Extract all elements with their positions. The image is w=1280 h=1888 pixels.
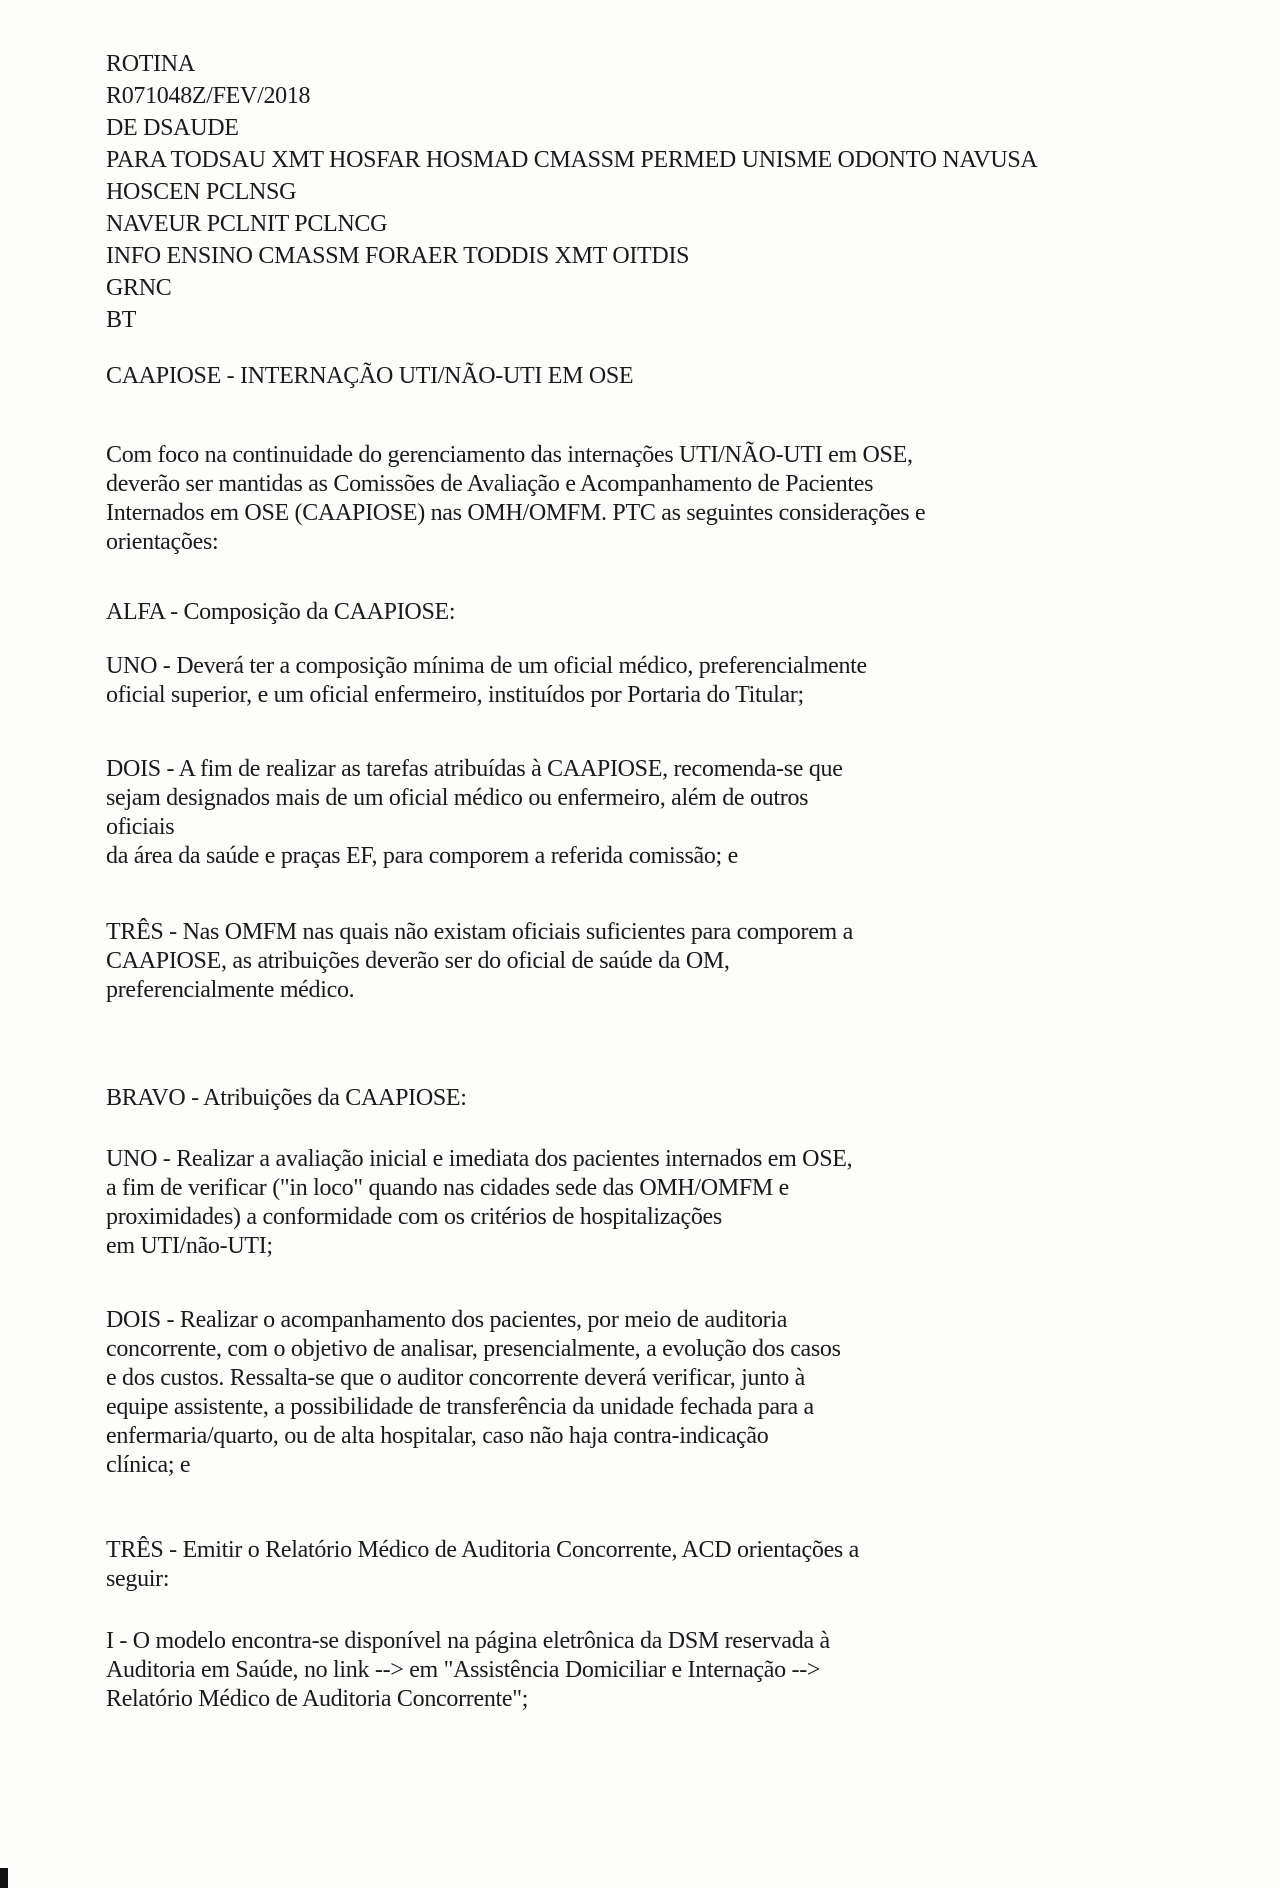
bravo-dois — [106, 1306, 841, 1480]
alfa-heading: ALFA - Composição da CAAPIOSE: — [106, 599, 456, 625]
alfa-uno — [106, 652, 867, 710]
text-line: oficiais — [106, 814, 175, 840]
text-line: clínica; e — [106, 1452, 191, 1478]
text-line: UNO - Realizar a avaliação inicial e imediata dos pacientes internados em OSE, — [106, 1146, 853, 1172]
text-line: GRNC — [106, 275, 172, 301]
bravo-tres — [106, 1536, 859, 1594]
text-line: DOIS - A fim de realizar as tarefas atribuídas à CAAPIOSE, recomenda-se que — [106, 756, 843, 782]
text-line: NAVEUR PCLNIT PCLNCG — [106, 211, 388, 237]
text-line: TRÊS - Emitir o Relatório Médico de Auditoria Concorrente, ACD orientações a — [106, 1537, 860, 1563]
intro-paragraph — [106, 441, 925, 557]
text-line: orientações: — [106, 529, 219, 555]
bravo-item-i — [106, 1627, 830, 1714]
text-line: preferencialmente médico. — [106, 977, 355, 1003]
text-line: HOSCEN PCLNSG — [106, 179, 297, 205]
text-line: concorrente, com o objetivo de analisar, presencialmente, a evolução dos casos — [106, 1336, 841, 1362]
text-line: Relatório Médico de Auditoria Concorrente"; — [106, 1686, 529, 1712]
text-line: BT — [106, 307, 137, 333]
text-line: Internados em OSE (CAAPIOSE) nas OMH/OMFM. PTC as seguintes considerações e — [106, 500, 926, 526]
text-line: enfermaria/quarto, ou de alta hospitalar, caso não haja contra-indicação — [106, 1423, 769, 1449]
text-line: I - O modelo encontra-se disponível na página eletrônica da DSM reservada à — [106, 1628, 830, 1654]
text-line: PARA TODSAU XMT HOSFAR HOSMAD CMASSM PERMED UNISME ODONTO NAVUSA — [106, 147, 1038, 173]
bravo-uno — [106, 1145, 852, 1261]
text-line: CAAPIOSE, as atribuições deverão ser do oficial de saúde da OM, — [106, 948, 730, 974]
text-line: UNO - Deverá ter a composição mínima de um oficial médico, preferencialmente — [106, 653, 867, 679]
text-line: equipe assistente, a possibilidade de transferência da unidade fechada para a — [106, 1394, 814, 1420]
text-line: a fim de verificar ("in loco" quando nas cidades sede das OMH/OMFM e — [106, 1175, 790, 1201]
text-line: R071048Z/FEV/2018 — [106, 83, 311, 109]
text-line: ROTINA — [106, 51, 195, 77]
document-title: CAAPIOSE - INTERNAÇÃO UTI/NÃO-UTI EM OSE — [106, 363, 634, 389]
text-line: em UTI/não-UTI; — [106, 1233, 273, 1259]
alfa-dois — [106, 755, 843, 871]
message-header — [106, 48, 1037, 336]
text-line: oficial superior, e um oficial enfermeiro, instituídos por Portaria do Titular; — [106, 682, 804, 708]
text-line: deverão ser mantidas as Comissões de Avaliação e Acompanhamento de Pacientes — [106, 471, 874, 497]
text-line: sejam designados mais de um oficial médico ou enfermeiro, além de outros — [106, 785, 809, 811]
text-line: INFO ENSINO CMASSM FORAER TODDIS XMT OITDIS — [106, 243, 690, 269]
text-line: seguir: — [106, 1566, 170, 1592]
text-line: DE DSAUDE — [106, 115, 239, 141]
scan-edge-mark — [0, 1868, 8, 1888]
alfa-tres — [106, 918, 853, 1005]
text-line: proximidades) a conformidade com os critérios de hospitalizações — [106, 1204, 722, 1230]
text-line: TRÊS - Nas OMFM nas quais não existam oficiais suficientes para comporem a — [106, 919, 853, 945]
text-line: DOIS - Realizar o acompanhamento dos pacientes, por meio de auditoria — [106, 1307, 788, 1333]
bravo-heading: BRAVO - Atribuições da CAAPIOSE: — [106, 1085, 467, 1111]
text-line: da área da saúde e praças EF, para comporem a referida comissão; e — [106, 843, 738, 869]
text-line: Com foco na continuidade do gerenciamento das internações UTI/NÃO-UTI em OSE, — [106, 442, 913, 468]
text-line: Auditoria em Saúde, no link --> em "Assistência Domiciliar e Internação --> — [106, 1657, 821, 1683]
text-line: e dos custos. Ressalta-se que o auditor concorrente deverá verificar, junto à — [106, 1365, 805, 1391]
